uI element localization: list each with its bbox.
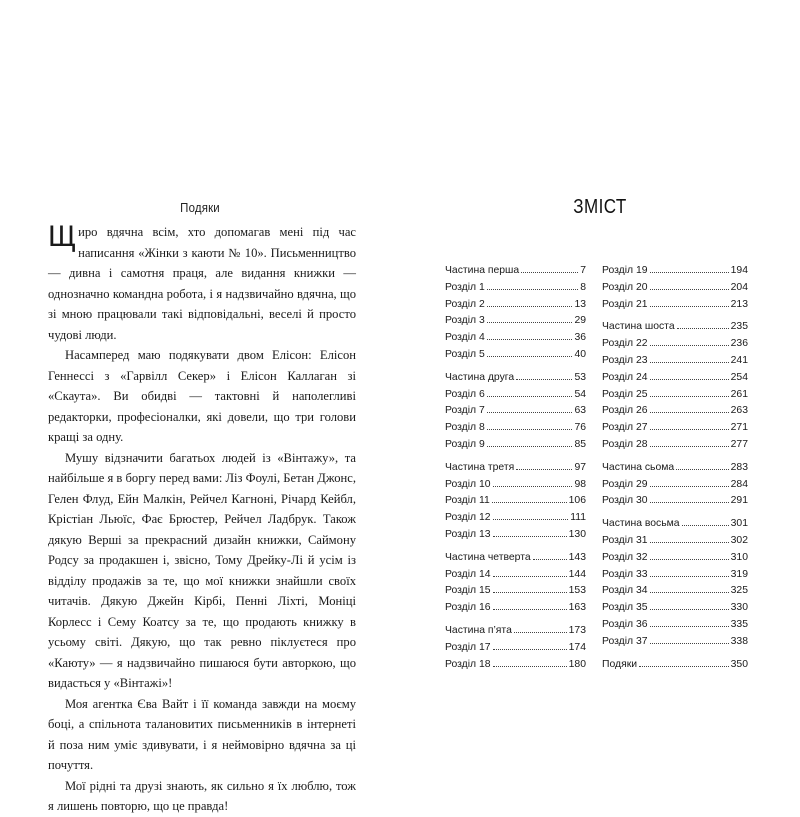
toc-leader-dots: [650, 600, 729, 610]
toc-chapter-entry: [602, 567, 748, 584]
toc-entry-page: 13: [574, 298, 586, 310]
toc-entry-page: 97: [574, 461, 586, 473]
toc-entry-label: Розділ 4: [445, 332, 485, 344]
toc-entry-label: Розділ 29: [602, 478, 648, 490]
toc-entry-page: 153: [568, 585, 586, 597]
toc-chapter-entry: [445, 280, 586, 297]
paragraph-5: Мої рідні та друзі знають, як сильно я їх люблю, тож я лишень повторю, що це правда!: [48, 778, 356, 813]
toc-chapter-entry: [445, 527, 586, 544]
toc-entry-label: Розділ 6: [445, 388, 485, 400]
toc-leader-dots: [493, 657, 567, 667]
toc-entry-label: Розділ 22: [602, 338, 648, 350]
toc-leader-dots: [487, 347, 573, 357]
toc-leader-dots: [487, 437, 573, 447]
toc-leader-dots: [650, 420, 729, 430]
toc-entry-page: 241: [730, 354, 748, 366]
toc-leader-dots: [682, 516, 729, 526]
toc-entry-page: 63: [574, 405, 586, 417]
toc-entry-label: Розділ 10: [445, 478, 491, 490]
toc-entry-label: Розділ 35: [602, 602, 648, 614]
toc-entry-page: 53: [574, 371, 586, 383]
toc-leader-dots: [493, 527, 567, 537]
paragraph-2: Насамперед маю подякувати двом Елісон: Елісон Геннессі з «Гарвілл Секер» і Елісон Каллаган зі «Скаута». Ви обидві — тактовні й наполегливі редакторки, професіоналки, які довели, що три голови кращі за одну.: [48, 348, 356, 444]
toc-entry-label: Розділ 14: [445, 568, 491, 580]
toc-entry-label: Частина друга: [445, 371, 515, 383]
toc-chapter-entry: [602, 263, 748, 280]
toc-entry-label: Частина четверта: [445, 551, 531, 563]
toc-leader-dots: [487, 387, 573, 397]
toc-leader-dots: [516, 370, 572, 380]
toc-chapter-entry: [602, 617, 748, 634]
toc-entry-page: 194: [730, 265, 748, 276]
toc-entry-label: Розділ 13: [445, 528, 491, 540]
toc-entry-page: 143: [568, 551, 586, 563]
toc-chapter-entry: [602, 634, 748, 651]
toc-part-entry: [445, 370, 586, 387]
toc-entry-label: Розділ 19: [602, 265, 648, 276]
toc-entry-page: 180: [568, 658, 586, 670]
toc-entry-label: Розділ 11: [445, 495, 490, 507]
toc-leader-dots: [487, 330, 573, 340]
toc-leader-dots: [650, 550, 729, 560]
toc-leader-dots: [516, 460, 572, 470]
toc-entry-page: 85: [574, 438, 586, 450]
toc-entry-page: 302: [730, 534, 748, 546]
toc-entry-page: 54: [574, 388, 586, 400]
toc-part-entry: [445, 263, 586, 280]
toc-leader-dots: [492, 493, 567, 503]
toc-entry-label: Розділ 33: [602, 568, 648, 580]
toc-leader-dots: [487, 297, 573, 307]
toc-entry-label: Розділ 28: [602, 438, 648, 450]
toc-entry-page: 263: [730, 405, 748, 417]
toc-entry-label: Розділ 26: [602, 405, 648, 417]
drop-cap: Щ: [48, 220, 77, 253]
acknowledgements-body: [48, 222, 356, 817]
paragraph-1-text: иро вдячна всім, хто допомагав мені під час написання «Жінки з каюти № 10». Письменництво — дивна і самотня праця, але видання книжки — однозначно командна робота, і я надзвичайно вдячна, що зі мною працювали такі відповідальні, веселі й просто чудові люди.: [48, 225, 356, 342]
toc-entry-label: Розділ 1: [445, 281, 485, 293]
toc-leader-dots: [650, 263, 729, 273]
toc-leader-dots: [650, 297, 729, 307]
toc-entry-page: 36: [574, 332, 586, 344]
paragraph-4: Моя агентка Єва Вайт і її команда завжди на моєму боці, а спільнота талановитих письменників в інтернеті й поза ним уміє здивувати, і я неймовірно вдячна за ці почуття.: [48, 696, 356, 772]
toc-entry-page: 291: [730, 495, 748, 507]
toc-leader-dots: [676, 460, 728, 470]
toc-chapter-entry: [445, 477, 586, 494]
toc-chapter-entry: [445, 583, 586, 600]
toc-leader-dots: [650, 280, 729, 290]
toc-leader-dots: [650, 634, 729, 644]
toc-leader-dots: [493, 567, 567, 577]
toc-entry-label: Частина перша: [445, 265, 520, 276]
toc-chapter-entry: [602, 477, 748, 494]
toc-leader-dots: [650, 336, 729, 346]
toc-column-1: [445, 263, 586, 673]
toc-chapter-entry: [445, 437, 586, 454]
toc-chapter-entry: [445, 347, 586, 364]
toc-entry-page: 261: [730, 388, 748, 400]
toc-entry-page: 40: [574, 348, 586, 360]
paragraph-3: Мушу відзначити багатьох людей із «Вінтажу», та найбільше я в боргу перед вами: Ліз Фоулі, Бетан Джонс, Гелен Флуд, Ейн Малкін, Рейчел Кагноні, Річард Кейбл, Крістіан Льюїс, Фає Брюстер, Рейчел Ладбрук. Також дякую Верші за прекрасний дизайн книжки, Саймону Родсу за продакшен і, звісно, Тому Дрейку-Лі й усім із відділу продажів за те, що мої книжки знайшли своїх читачів. Дякую Джейн Кірбі, Пенні Ліхті, Моніці Корлесс і Сему Коатсу за те, що продають книжку в усьому світі. Дякую, що так ревно піклуєтеся про «Каюту» — я надзвичайно пишаюся бути авторкою, що видасться у «Вінтажі»!: [48, 450, 356, 690]
table-of-contents-page: [400, 0, 800, 800]
toc-leader-dots: [650, 533, 729, 543]
toc-entry-page: 254: [730, 371, 748, 383]
toc-chapter-entry: [602, 493, 748, 510]
toc-chapter-entry: [445, 640, 586, 657]
toc-entry-label: Розділ 25: [602, 388, 648, 400]
toc-chapter-entry: [602, 387, 748, 404]
toc-entry-label: Розділ 2: [445, 298, 485, 310]
toc-entry-label: Частина шоста: [602, 321, 675, 333]
toc-chapter-entry: [602, 583, 748, 600]
toc-leader-dots: [487, 420, 573, 430]
acknowledgements-page: [0, 0, 400, 813]
toc-entry-label: Розділ 3: [445, 315, 485, 327]
toc-entry-page: 325: [730, 585, 748, 597]
toc-entry-page: 271: [730, 422, 748, 434]
toc-title: ЗМІСТ: [573, 196, 627, 218]
toc-entry-page: 283: [730, 461, 748, 473]
toc-entry-page: 319: [730, 568, 748, 580]
toc-entry-label: Розділ 23: [602, 354, 648, 366]
toc-part-entry: [602, 460, 748, 477]
toc-entry-label: Розділ 34: [602, 585, 648, 597]
toc-leader-dots: [650, 477, 729, 487]
toc-entry-label: Розділ 27: [602, 422, 648, 434]
toc-entry-page: 29: [574, 315, 586, 327]
toc-leader-dots: [650, 403, 729, 413]
toc-entry-page: 144: [568, 568, 586, 580]
toc-chapter-entry: [445, 657, 586, 674]
toc-leader-dots: [521, 263, 578, 273]
toc-chapter-entry: [445, 510, 586, 527]
toc-entry-page: 335: [730, 618, 748, 630]
toc-chapter-entry: [445, 567, 586, 584]
toc-entry-label: Розділ 8: [445, 422, 485, 434]
toc-entry-page: 284: [730, 478, 748, 490]
toc-entry-page: 76: [574, 422, 586, 434]
toc-entry-label: Частина третя: [445, 461, 515, 473]
toc-leader-dots: [639, 657, 729, 667]
toc-chapter-entry: [602, 420, 748, 437]
toc-leader-dots: [514, 623, 567, 633]
toc-chapter-entry: [445, 297, 586, 314]
toc-entry-label: Розділ 31: [602, 534, 648, 546]
toc-entry-label: Частина сьома: [602, 461, 675, 473]
toc-chapter-entry: [445, 330, 586, 347]
toc-chapter-entry: [602, 550, 748, 567]
toc-entry-label: Частина п’ята: [445, 624, 512, 636]
toc-entry-label: Розділ 15: [445, 585, 491, 597]
toc-leader-dots: [493, 510, 569, 520]
toc-entry-page: 350: [730, 658, 748, 670]
toc-entry-page: 174: [568, 641, 586, 653]
toc-leader-dots: [650, 493, 729, 503]
toc-entry-page: 204: [730, 281, 748, 293]
toc-entry-page: 277: [730, 438, 748, 450]
toc-entry-label: Розділ 20: [602, 281, 648, 293]
toc-chapter-entry: [445, 387, 586, 404]
toc-chapter-entry: [602, 370, 748, 387]
toc-chapter-entry: [445, 420, 586, 437]
toc-entry-label: Розділ 30: [602, 495, 648, 507]
toc-leader-dots: [487, 403, 573, 413]
acknowledgements-title: Подяки: [180, 200, 220, 215]
toc-entry-label: Розділ 21: [602, 298, 648, 310]
toc-chapter-entry: [602, 600, 748, 617]
toc-entry-label: Подяки: [602, 658, 638, 670]
toc-chapter-entry: [445, 313, 586, 330]
toc-chapter-entry: [602, 403, 748, 420]
toc-entry-label: Розділ 18: [445, 658, 491, 670]
toc-leader-dots: [650, 353, 729, 363]
toc-part-entry: [445, 550, 586, 567]
toc-part-entry: [445, 460, 586, 477]
toc-entry-page: 130: [568, 528, 586, 540]
toc-entry-label: Розділ 5: [445, 348, 485, 360]
toc-entry-label: Частина восьма: [602, 518, 680, 530]
toc-entry-page: 98: [574, 478, 586, 490]
toc-entry-label: Розділ 32: [602, 551, 648, 563]
toc-leader-dots: [493, 477, 573, 487]
toc-leader-dots: [493, 600, 567, 610]
toc-chapter-entry: [445, 493, 586, 510]
toc-part-entry: [602, 657, 748, 674]
paragraph-1: [48, 222, 356, 345]
toc-entry-page: 106: [568, 495, 586, 507]
toc-leader-dots: [650, 370, 729, 380]
toc-leader-dots: [487, 280, 578, 290]
toc-entry-label: Розділ 9: [445, 438, 485, 450]
toc-entry-label: Розділ 7: [445, 405, 485, 417]
toc-entry-label: Розділ 37: [602, 635, 648, 647]
toc-entry-page: 301: [730, 518, 748, 530]
toc-leader-dots: [650, 387, 729, 397]
toc-part-entry: [445, 623, 586, 640]
toc-entry-label: Розділ 17: [445, 641, 491, 653]
toc-chapter-entry: [602, 437, 748, 454]
toc-part-entry: [602, 319, 748, 336]
toc-entry-page: 235: [730, 321, 748, 333]
toc-chapter-entry: [602, 297, 748, 314]
toc-leader-dots: [533, 550, 567, 560]
toc-entry-page: 173: [568, 624, 586, 636]
toc-leader-dots: [650, 583, 729, 593]
toc-entry-page: 7: [580, 265, 586, 276]
toc-chapter-entry: [445, 600, 586, 617]
toc-chapter-entry: [602, 280, 748, 297]
toc-leader-dots: [650, 567, 729, 577]
toc-column-2: [602, 263, 748, 673]
toc-chapter-entry: [602, 353, 748, 370]
toc-leader-dots: [677, 319, 729, 329]
toc-entry-label: Розділ 24: [602, 371, 648, 383]
toc-entry-label: Розділ 12: [445, 512, 491, 524]
toc-entry-page: 310: [730, 551, 748, 563]
toc-chapter-entry: [602, 533, 748, 550]
toc-entry-page: 213: [730, 298, 748, 310]
toc-entry-label: Розділ 36: [602, 618, 648, 630]
toc-leader-dots: [493, 583, 567, 593]
toc-entry-label: Розділ 16: [445, 602, 491, 614]
toc-entry-page: 338: [730, 635, 748, 647]
toc-leader-dots: [487, 313, 573, 323]
toc-entry-page: 111: [570, 512, 586, 524]
toc-entry-page: 163: [568, 602, 586, 614]
toc-leader-dots: [493, 640, 567, 650]
toc-entry-page: 330: [730, 602, 748, 614]
toc-part-entry: [602, 516, 748, 533]
toc-leader-dots: [650, 437, 729, 447]
toc-entry-page: 8: [580, 281, 586, 293]
toc-entry-page: 236: [730, 338, 748, 350]
toc-chapter-entry: [445, 403, 586, 420]
toc-leader-dots: [650, 617, 729, 627]
toc-chapter-entry: [602, 336, 748, 353]
